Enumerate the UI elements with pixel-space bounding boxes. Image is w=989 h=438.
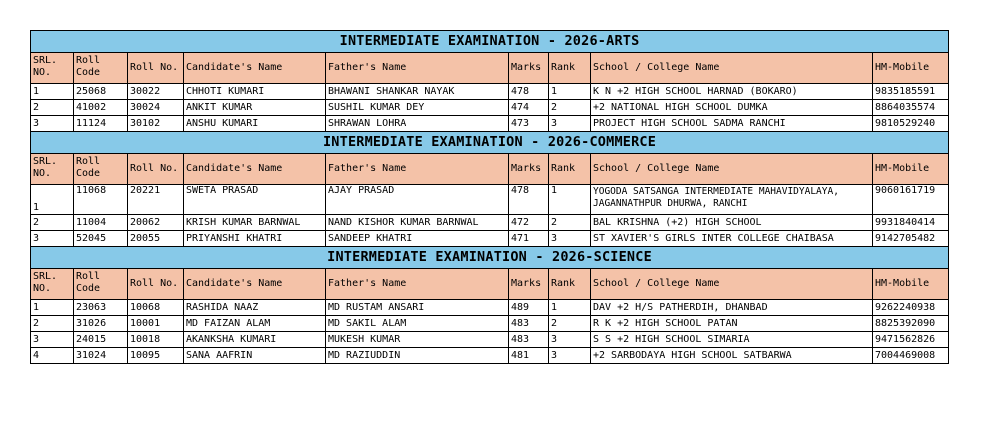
cell-marks: 483 <box>509 332 549 348</box>
col-roll-code-header: Roll Code <box>74 53 128 84</box>
header-row <box>31 53 949 84</box>
cell-candidate: CHHOTI KUMARI <box>184 84 326 100</box>
cell-rank: 1 <box>549 185 591 215</box>
col-father-header: Father's Name <box>326 154 509 185</box>
cell-rank: 1 <box>549 84 591 100</box>
col-marks-header: Marks <box>509 53 549 84</box>
cell-rank: 2 <box>549 316 591 332</box>
cell-rank: 3 <box>549 231 591 247</box>
col-rank-header: Rank <box>549 53 591 84</box>
cell-rank: 2 <box>549 215 591 231</box>
col-srl-header: SRL. NO. <box>31 53 74 84</box>
cell-roll-code: 11068 <box>74 185 128 215</box>
table-row <box>31 231 949 247</box>
col-marks-header: Marks <box>509 269 549 300</box>
cell-marks: 474 <box>509 100 549 116</box>
cell-mobile: 8825392090 <box>873 316 949 332</box>
col-srl-header: SRL. NO. <box>31 154 74 185</box>
cell-roll-code: 25068 <box>74 84 128 100</box>
cell-roll-no: 10095 <box>128 348 184 364</box>
cell-father: MD RAZIUDDIN <box>326 348 509 364</box>
cell-roll-code: 24015 <box>74 332 128 348</box>
cell-father: SUSHIL KUMAR DEY <box>326 100 509 116</box>
cell-srl: 2 <box>31 215 74 231</box>
cell-roll-no: 10001 <box>128 316 184 332</box>
col-school-header: School / College Name <box>591 269 873 300</box>
cell-mobile: 9810529240 <box>873 116 949 132</box>
table-row <box>31 332 949 348</box>
cell-marks: 478 <box>509 84 549 100</box>
cell-mobile: 7004469008 <box>873 348 949 364</box>
col-candidate-header: Candidate's Name <box>184 269 326 300</box>
cell-school: PROJECT HIGH SCHOOL SADMA RANCHI <box>591 116 873 132</box>
cell-candidate: PRIYANSHI KHATRI <box>184 231 326 247</box>
section-science <box>31 247 949 364</box>
cell-srl: 1 <box>31 300 74 316</box>
table-row <box>31 316 949 332</box>
cell-candidate: KRISH KUMAR BARNWAL <box>184 215 326 231</box>
cell-roll-no: 20221 <box>128 185 184 215</box>
cell-school: +2 NATIONAL HIGH SCHOOL DUMKA <box>591 100 873 116</box>
cell-marks: 471 <box>509 231 549 247</box>
header-row <box>31 154 949 185</box>
cell-candidate: SWETA PRASAD <box>184 185 326 215</box>
cell-roll-no: 10068 <box>128 300 184 316</box>
cell-father: MUKESH KUMAR <box>326 332 509 348</box>
cell-srl: 4 <box>31 348 74 364</box>
cell-roll-code: 31026 <box>74 316 128 332</box>
col-roll-no-header: Roll No. <box>128 269 184 300</box>
col-rank-header: Rank <box>549 154 591 185</box>
cell-roll-code: 31024 <box>74 348 128 364</box>
section-title: INTERMEDIATE EXAMINATION - 2026-COMMERCE <box>31 132 949 154</box>
cell-roll-no: 30022 <box>128 84 184 100</box>
table-row <box>31 185 949 215</box>
cell-mobile: 9835185591 <box>873 84 949 100</box>
cell-roll-code: 41002 <box>74 100 128 116</box>
cell-srl: 1 <box>31 185 74 215</box>
section-title: INTERMEDIATE EXAMINATION - 2026-ARTS <box>31 31 949 53</box>
cell-candidate: AKANKSHA KUMARI <box>184 332 326 348</box>
cell-candidate: MD FAIZAN ALAM <box>184 316 326 332</box>
cell-srl: 3 <box>31 332 74 348</box>
cell-school: +2 SARBODAYA HIGH SCHOOL SATBARWA <box>591 348 873 364</box>
cell-srl: 2 <box>31 316 74 332</box>
cell-roll-no: 30102 <box>128 116 184 132</box>
cell-mobile: 9262240938 <box>873 300 949 316</box>
results-table <box>30 30 949 364</box>
cell-mobile: 8864035574 <box>873 100 949 116</box>
cell-roll-no: 20062 <box>128 215 184 231</box>
results-document <box>30 30 948 364</box>
cell-rank: 3 <box>549 332 591 348</box>
cell-srl: 1 <box>31 84 74 100</box>
cell-roll-no: 20055 <box>128 231 184 247</box>
table-row <box>31 348 949 364</box>
cell-roll-code: 11004 <box>74 215 128 231</box>
table-row <box>31 116 949 132</box>
cell-mobile: 9471562826 <box>873 332 949 348</box>
cell-marks: 473 <box>509 116 549 132</box>
cell-roll-no: 10018 <box>128 332 184 348</box>
cell-roll-code: 23063 <box>74 300 128 316</box>
col-candidate-header: Candidate's Name <box>184 154 326 185</box>
cell-school: R K +2 HIGH SCHOOL PATAN <box>591 316 873 332</box>
cell-srl: 3 <box>31 116 74 132</box>
cell-father: SANDEEP KHATRI <box>326 231 509 247</box>
col-candidate-header: Candidate's Name <box>184 53 326 84</box>
cell-marks: 472 <box>509 215 549 231</box>
cell-father: MD RUSTAM ANSARI <box>326 300 509 316</box>
cell-mobile: 9142705482 <box>873 231 949 247</box>
col-roll-code-header: Roll Code <box>74 269 128 300</box>
cell-candidate: SANA AAFRIN <box>184 348 326 364</box>
col-srl-header: SRL. NO. <box>31 269 74 300</box>
section-commerce <box>31 132 949 247</box>
table-row <box>31 300 949 316</box>
col-roll-no-header: Roll No. <box>128 53 184 84</box>
cell-candidate: ANSHU KUMARI <box>184 116 326 132</box>
col-school-header: School / College Name <box>591 154 873 185</box>
cell-roll-code: 52045 <box>74 231 128 247</box>
cell-rank: 1 <box>549 300 591 316</box>
cell-rank: 3 <box>549 348 591 364</box>
cell-school: S S +2 HIGH SCHOOL SIMARIA <box>591 332 873 348</box>
header-row <box>31 269 949 300</box>
cell-mobile: 9060161719 <box>873 185 949 215</box>
cell-school: YOGODA SATSANGA INTERMEDIATE MAHAVIDYALAYA, JAGANNATHPUR DHURWA, RANCHI <box>591 185 873 215</box>
table-row <box>31 84 949 100</box>
cell-father: NAND KISHOR KUMAR BARNWAL <box>326 215 509 231</box>
cell-roll-no: 30024 <box>128 100 184 116</box>
col-mobile-header: HM-Mobile <box>873 53 949 84</box>
table-row <box>31 100 949 116</box>
col-father-header: Father's Name <box>326 269 509 300</box>
cell-candidate: RASHIDA NAAZ <box>184 300 326 316</box>
cell-father: AJAY PRASAD <box>326 185 509 215</box>
col-mobile-header: HM-Mobile <box>873 269 949 300</box>
section-arts <box>31 31 949 132</box>
cell-school: BAL KRISHNA (+2) HIGH SCHOOL <box>591 215 873 231</box>
cell-rank: 3 <box>549 116 591 132</box>
col-school-header: School / College Name <box>591 53 873 84</box>
cell-father: MD SAKIL ALAM <box>326 316 509 332</box>
col-father-header: Father's Name <box>326 53 509 84</box>
cell-school: ST XAVIER'S GIRLS INTER COLLEGE CHAIBASA <box>591 231 873 247</box>
col-roll-code-header: Roll Code <box>74 154 128 185</box>
cell-marks: 483 <box>509 316 549 332</box>
col-rank-header: Rank <box>549 269 591 300</box>
cell-marks: 481 <box>509 348 549 364</box>
cell-father: BHAWANI SHANKAR NAYAK <box>326 84 509 100</box>
col-roll-no-header: Roll No. <box>128 154 184 185</box>
col-mobile-header: HM-Mobile <box>873 154 949 185</box>
cell-srl: 2 <box>31 100 74 116</box>
cell-school: DAV +2 H/S PATHERDIH, DHANBAD <box>591 300 873 316</box>
cell-roll-code: 11124 <box>74 116 128 132</box>
cell-mobile: 9931840414 <box>873 215 949 231</box>
cell-school: K N +2 HIGH SCHOOL HARNAD (BOKARO) <box>591 84 873 100</box>
cell-father: SHRAWAN LOHRA <box>326 116 509 132</box>
cell-candidate: ANKIT KUMAR <box>184 100 326 116</box>
cell-rank: 2 <box>549 100 591 116</box>
cell-srl: 3 <box>31 231 74 247</box>
cell-marks: 478 <box>509 185 549 215</box>
table-row <box>31 215 949 231</box>
cell-marks: 489 <box>509 300 549 316</box>
col-marks-header: Marks <box>509 154 549 185</box>
section-title: INTERMEDIATE EXAMINATION - 2026-SCIENCE <box>31 247 949 269</box>
